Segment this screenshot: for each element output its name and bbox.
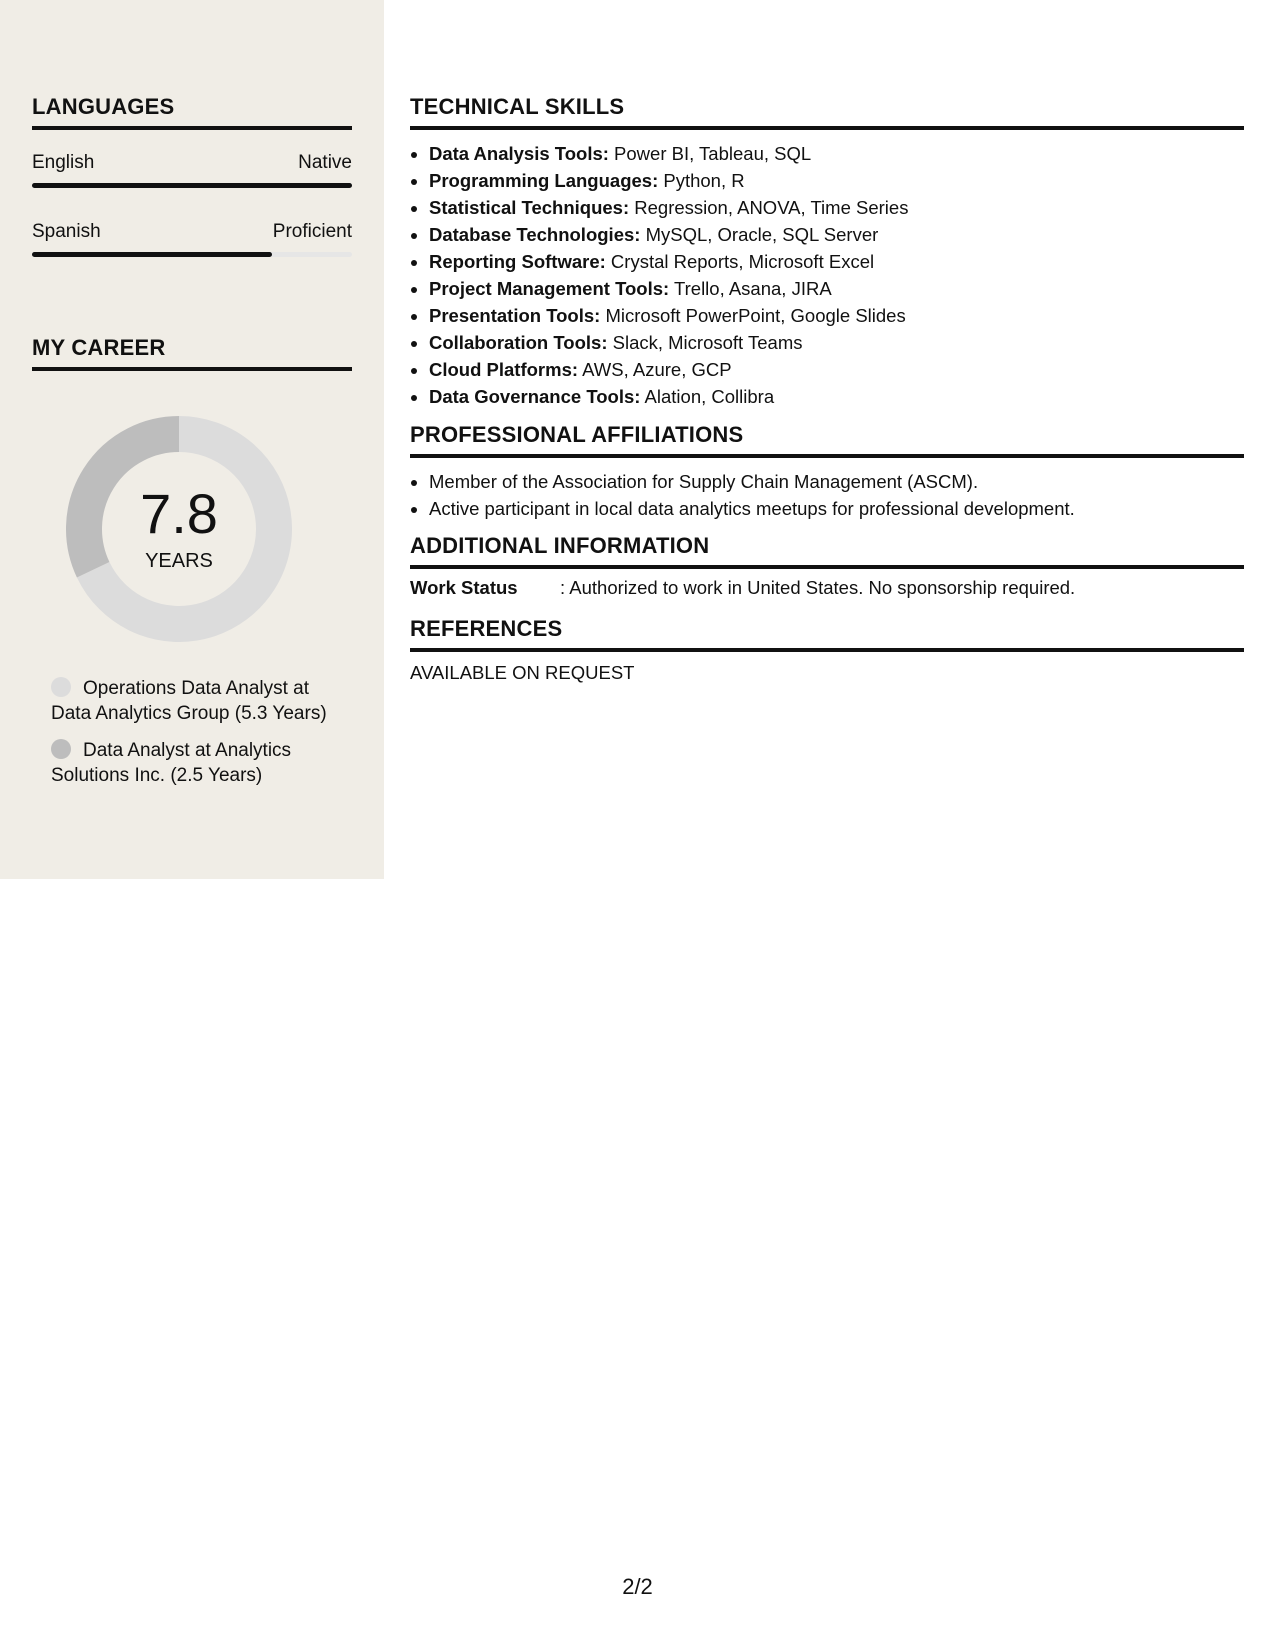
skill-value: Power BI, Tableau, SQL <box>608 143 812 164</box>
skill-item <box>429 248 1244 275</box>
sidebar <box>0 0 384 879</box>
skill-label: Cloud Platforms: <box>429 359 579 380</box>
language-level: Native <box>298 152 352 173</box>
skill-item <box>429 275 1244 302</box>
language-proficiency-fill <box>32 183 352 188</box>
languages-title: LANGUAGES <box>32 94 352 130</box>
career-donut-chart <box>66 416 292 642</box>
technical-skills-title: TECHNICAL SKILLS <box>410 94 1244 130</box>
skill-label: Collaboration Tools: <box>429 332 608 353</box>
career-legend-item <box>51 738 341 788</box>
skill-label: Reporting Software: <box>429 251 606 272</box>
affiliations-list <box>410 468 1244 522</box>
technical-skills-list <box>410 140 1244 410</box>
career-title: MY CAREER <box>32 335 352 371</box>
affiliations-section <box>410 422 1244 522</box>
skill-item <box>429 194 1244 221</box>
language-proficiency-fill <box>32 252 272 257</box>
additional-info-section <box>410 533 1244 599</box>
skill-value: Alation, Collibra <box>640 386 775 407</box>
affiliations-title: PROFESSIONAL AFFILIATIONS <box>410 422 1244 458</box>
skill-value: Slack, Microsoft Teams <box>607 332 803 353</box>
skill-value: Crystal Reports, Microsoft Excel <box>605 251 875 272</box>
language-proficiency-bar <box>32 252 352 257</box>
language-name: Spanish <box>32 221 101 242</box>
skill-value: MySQL, Oracle, SQL Server <box>640 224 879 245</box>
skill-label: Programming Languages: <box>429 170 659 191</box>
career-legend-item <box>51 676 341 726</box>
additional-info-title: ADDITIONAL INFORMATION <box>410 533 1244 569</box>
career-legend-label: Operations Data Analyst at Data Analytics Group (5.3 Years) <box>51 678 327 724</box>
skill-item <box>429 329 1244 356</box>
career-legend-label: Data Analyst at Analytics Solutions Inc. (2.5 Years) <box>51 740 292 786</box>
skill-item <box>429 167 1244 194</box>
career-total-unit: YEARS <box>145 550 213 572</box>
language-spanish <box>32 221 352 257</box>
career-total-value: 7.8 <box>140 482 218 545</box>
technical-skills-section <box>410 94 1244 410</box>
language-english <box>32 152 352 188</box>
skill-label: Database Technologies: <box>429 224 641 245</box>
languages-section <box>32 94 352 130</box>
legend-dot-icon <box>51 739 71 759</box>
career-section <box>32 335 352 371</box>
list-item: • Member of the Association for Supply Chain Management (ASCM). <box>429 468 1244 495</box>
skill-item <box>429 140 1244 167</box>
list-item: • Active participant in local data analytics meetups for professional development. <box>429 495 1244 522</box>
page-number: 2/2 <box>622 1574 653 1599</box>
work-status-row <box>410 577 1244 599</box>
skill-label: Data Analysis Tools: <box>429 143 609 164</box>
skill-value: AWS, Azure, GCP <box>578 359 732 380</box>
skill-value: Regression, ANOVA, Time Series <box>629 197 909 218</box>
legend-dot-icon <box>51 677 71 697</box>
language-level: Proficient <box>272 221 352 242</box>
skill-label: Data Governance Tools: <box>429 386 641 407</box>
skill-label: Presentation Tools: <box>429 305 601 326</box>
references-section <box>410 616 1244 684</box>
skill-value: Trello, Asana, JIRA <box>669 278 832 299</box>
skill-value: Microsoft PowerPoint, Google Slides <box>600 305 906 326</box>
language-proficiency-bar <box>32 183 352 188</box>
skill-item <box>429 221 1244 248</box>
skill-item <box>429 302 1244 329</box>
work-status-label: Work Status <box>410 577 518 598</box>
work-status-value: : Authorized to work in United States. No sponsorship required. <box>560 577 1076 598</box>
language-name: English <box>32 152 95 173</box>
skill-label: Statistical Techniques: <box>429 197 630 218</box>
skill-label: Project Management Tools: <box>429 278 670 299</box>
skill-item <box>429 356 1244 383</box>
skill-value: Python, R <box>658 170 745 191</box>
references-text: AVAILABLE ON REQUEST <box>410 662 635 683</box>
references-title: REFERENCES <box>410 616 1244 652</box>
skill-item <box>429 383 1244 410</box>
